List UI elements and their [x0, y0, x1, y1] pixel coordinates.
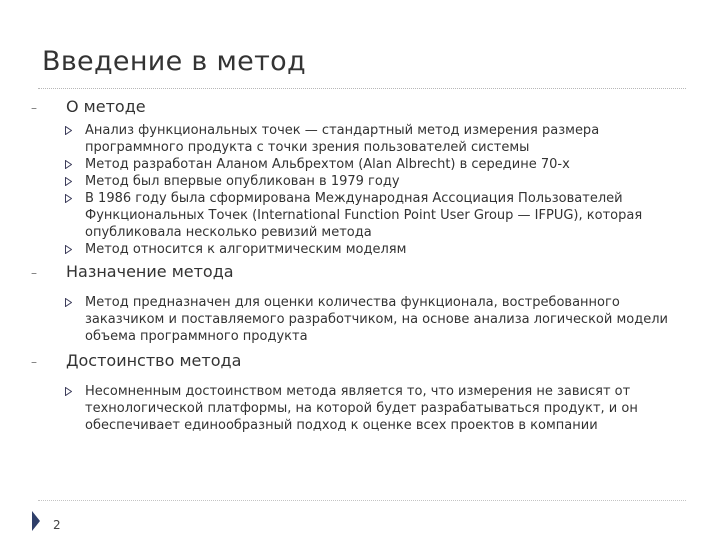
page-footer — [31, 508, 61, 532]
section-heading-text: Назначение метода — [66, 262, 234, 281]
section-heading-text: О методе — [66, 97, 146, 116]
list-item-text: В 1986 году была сформирована Международная Ассоциация Пользователей Функциональных Точек (International Function Point User Group — IFPUG), которая опубликовала несколько ревизий метода — [85, 191, 643, 240]
section-heading — [30, 351, 690, 373]
slide-title: Введение в метод — [42, 46, 306, 77]
triangle-bullet-icon — [65, 190, 85, 207]
section-about — [30, 97, 690, 258]
list-item-text: Анализ функциональных точек — стандартный метод измерения размера программного продукта с точки зрения пользователей системы — [85, 123, 600, 155]
triangle-bullet-icon — [65, 241, 85, 258]
section-heading — [30, 262, 690, 284]
bullet-list — [30, 122, 690, 258]
list-item — [65, 173, 690, 190]
page-number: 2 — [53, 518, 61, 532]
chevron-marker-icon — [31, 510, 41, 532]
list-item-text: Метод разработан Аланом Альбрехтом (Alan Albrecht) в середине 70-х — [85, 157, 570, 172]
triangle-bullet-icon — [65, 173, 85, 190]
list-item-text: Метод относится к алгоритмическим моделям — [85, 242, 407, 257]
triangle-bullet-icon — [65, 383, 85, 400]
list-item — [65, 156, 690, 173]
section-purpose — [30, 262, 690, 345]
triangle-bullet-icon — [65, 156, 85, 173]
footer-divider — [38, 500, 686, 501]
bullet-list — [30, 383, 690, 434]
list-item-text: Метод предназначен для оценки количества функционала, востребованного заказчиком и поставляемого разработчиком, на основе анализа логической модели объема программного продукта — [85, 295, 668, 344]
section-heading-text: Достоинство метода — [66, 351, 242, 370]
list-item — [65, 190, 690, 241]
section-advantage — [30, 351, 690, 434]
list-item — [65, 294, 690, 345]
list-item-text: Метод был впервые опубликован в 1979 году — [85, 174, 400, 189]
list-item — [65, 383, 690, 434]
title-divider — [38, 88, 686, 90]
dash-bullet: – — [31, 266, 37, 280]
dash-bullet: – — [31, 101, 37, 115]
list-item — [65, 241, 690, 258]
list-item — [65, 122, 690, 156]
slide-content — [30, 97, 690, 434]
section-heading — [30, 97, 690, 119]
triangle-bullet-icon — [65, 122, 85, 139]
bullet-list — [30, 294, 690, 345]
list-item-text: Несомненным достоинством метода является то, что измерения не зависят от технологической платформы, на которой будет разрабатываться продукт, и он обеспечивает единообразный подход к оценке всех проектов в компании — [85, 384, 638, 433]
dash-bullet: – — [31, 355, 37, 369]
triangle-bullet-icon — [65, 294, 85, 311]
